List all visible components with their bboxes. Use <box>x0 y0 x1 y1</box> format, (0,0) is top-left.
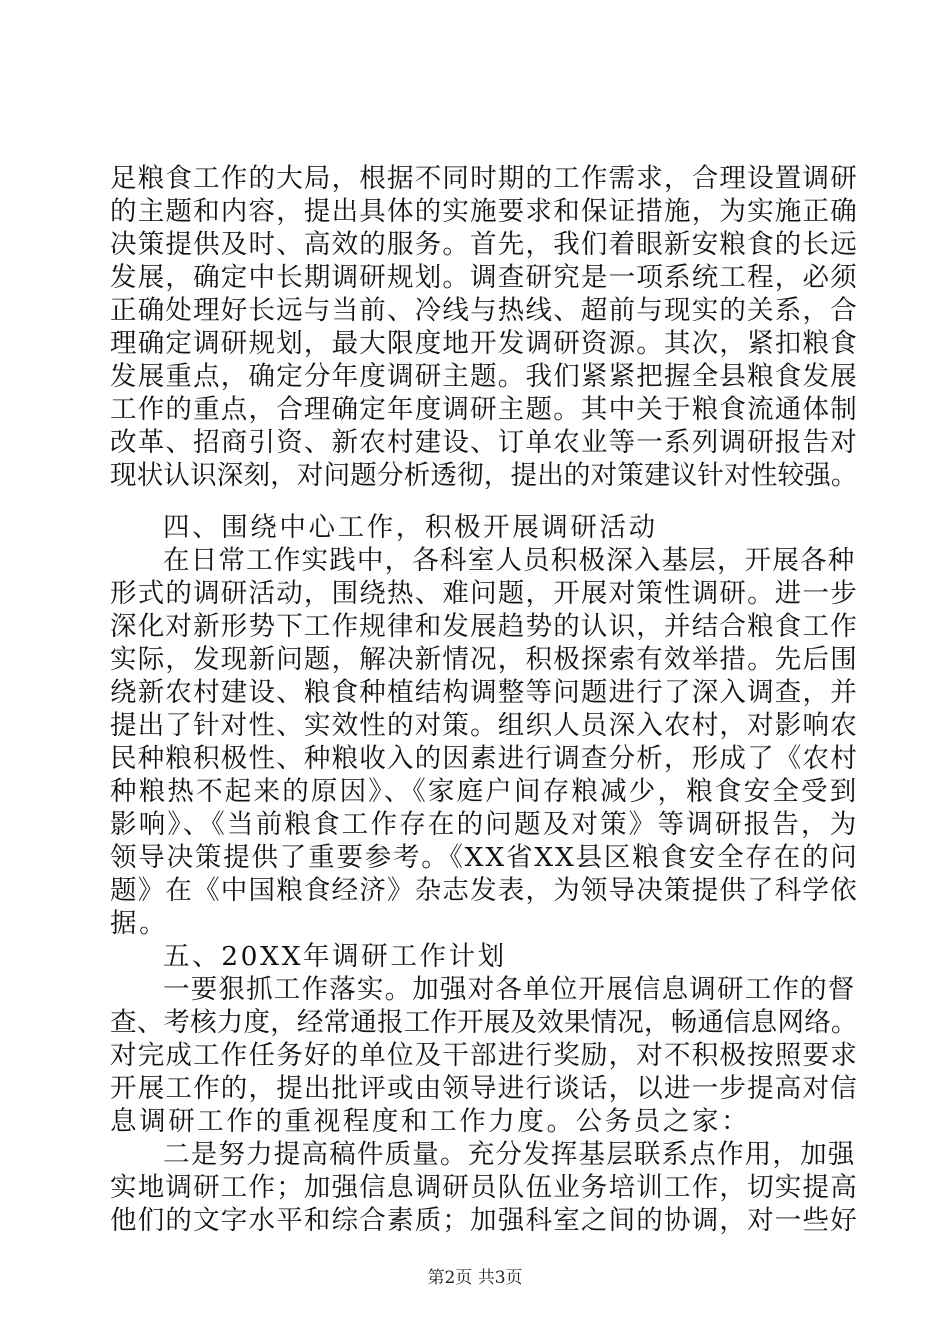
section-heading: 五、20XX年调研工作计划 <box>163 941 507 972</box>
text-line: 实际，发现新问题，解决新情况，积极探索有效举措。先后围 <box>110 644 858 675</box>
text-line: 现状认识深刻，对问题分析透彻，提出的对策建议针对性较强。 <box>110 460 858 491</box>
text-line: 理确定调研规划，最大限度地开发调研资源。其次，紧扣粮食 <box>110 328 858 359</box>
text-line: 深化对新形势下工作规律和发展趋势的认识，并结合粮食工作 <box>110 611 858 642</box>
text-line: 查、考核力度，经常通报工作开展及效果情况，畅通信息网络。 <box>110 1007 858 1038</box>
text-line: 影响》、《当前粮食工作存在的问题及对策》等调研报告，为 <box>110 809 859 840</box>
text-line: 一要狠抓工作落实。加强对各单位开展信息调研工作的督 <box>163 974 856 1005</box>
text-line: 据。 <box>110 908 169 939</box>
text-line: 领导决策提供了重要参考。《XX省XX县区粮食安全存在的问 <box>110 842 859 873</box>
text-line: 提出了针对性、实效性的对策。组织人员深入农村，对影响农 <box>110 710 858 741</box>
page-number-footer: 第2页 共3页 <box>427 1268 523 1288</box>
text-line: 题》在《中国粮食经济》杂志发表，为领导决策提供了科学依 <box>110 875 858 906</box>
text-line: 改革、招商引资、新农村建设、订单农业等一系列调研报告对 <box>110 427 858 458</box>
text-line: 决策提供及时、高效的服务。首先，我们着眼新安粮食的长远 <box>110 229 858 260</box>
text-line: 绕新农村建设、粮食种植结构调整等问题进行了深入调查，并 <box>110 677 858 708</box>
text-line: 足粮食工作的大局，根据不同时期的工作需求，合理设置调研 <box>110 163 858 194</box>
text-line: 在日常工作实践中，各科室人员积极深入基层，开展各种 <box>163 545 856 576</box>
text-line: 种粮热不起来的原因》、《家庭户间存粮减少，粮食安全受到 <box>110 776 859 807</box>
text-line: 形式的调研活动，围绕热、难问题，开展对策性调研。进一步 <box>110 578 858 609</box>
text-line: 发展，确定中长期调研规划。调查研究是一项系统工程，必须 <box>110 262 858 293</box>
text-line: 二是努力提高稿件质量。充分发挥基层联系点作用，加强 <box>163 1139 856 1170</box>
text-line: 的主题和内容，提出具体的实施要求和保证措施，为实施正确 <box>110 196 858 227</box>
text-line: 民种粮积极性、种粮收入的因素进行调查分析，形成了《农村 <box>110 743 858 774</box>
text-line: 开展工作的，提出批评或由领导进行谈话，以进一步提高对信 <box>110 1073 858 1104</box>
text-line: 对完成工作任务好的单位及干部进行奖励，对不积极按照要求 <box>110 1040 858 1071</box>
section-heading: 四、围绕中心工作，积极开展调研活动 <box>163 512 658 543</box>
text-line: 息调研工作的重视程度和工作力度。公务员之家： <box>110 1106 751 1137</box>
text-line: 工作的重点，合理确定年度调研主题。其中关于粮食流通体制 <box>110 394 858 425</box>
text-line: 发展重点，确定分年度调研主题。我们紧紧把握全县粮食发展 <box>110 361 858 392</box>
text-line: 实地调研工作；加强信息调研员队伍业务培训工作，切实提高 <box>110 1172 858 1203</box>
text-line: 正确处理好长远与当前、冷线与热线、超前与现实的关系，合 <box>110 295 858 326</box>
text-line: 他们的文字水平和综合素质；加强科室之间的协调，对一些好 <box>110 1205 858 1236</box>
